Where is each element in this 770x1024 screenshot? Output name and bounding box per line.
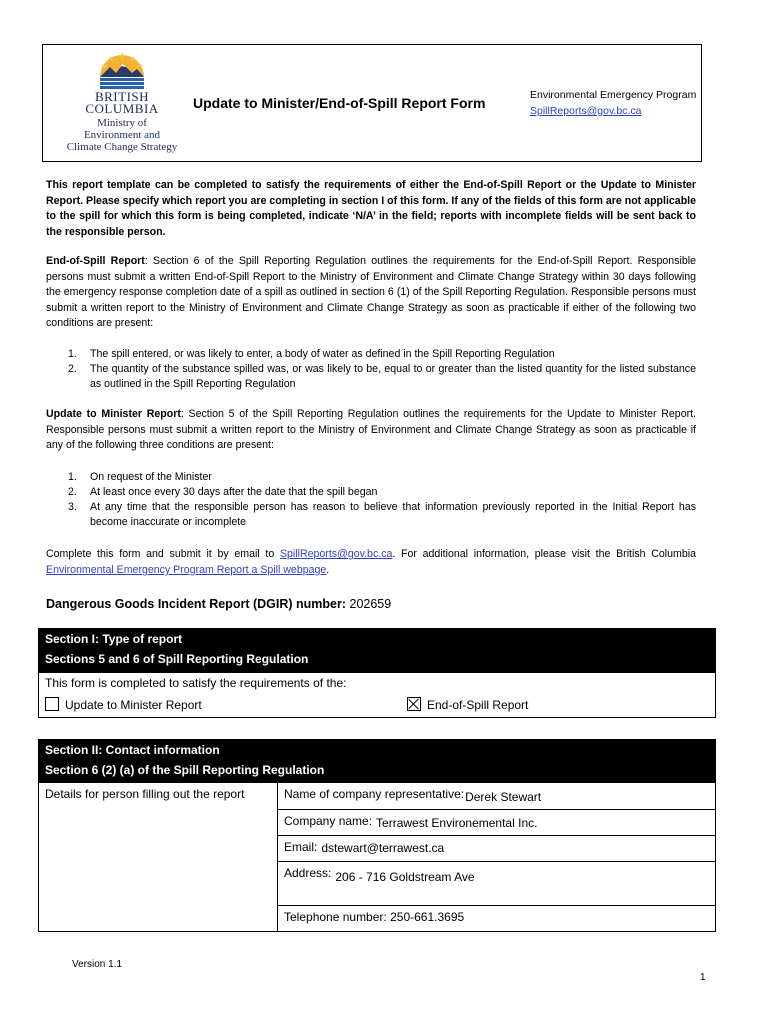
submit-prefix: Complete this form and submit it by email to: [46, 548, 280, 560]
phone-cell[interactable]: [278, 906, 716, 932]
section-2-subtitle: Section 6 (2) (a) of the Spill Reporting Regulation: [45, 763, 325, 777]
update-minister-heading: Update to Minister Report: [46, 408, 181, 420]
email-label: Email:: [284, 840, 318, 854]
list-number: 1.: [68, 471, 77, 483]
end-of-spill-checkbox[interactable]: [407, 697, 421, 711]
program-info: [530, 89, 696, 117]
end-of-spill-paragraph: [46, 254, 696, 332]
logo-ministry-2: Environment and: [83, 129, 161, 141]
end-of-spill-text: : Section 6 of the Spill Reporting Regulation outlines the requirements for the End-of-Spill Report. Responsible persons must submit a written End-of-Spill Report to the Ministry of Environment and Climate Change Strategy within 30 days following the emergency response completion date of a spill as outlined in section 6 (1) of the Spill Reporting Regulation. Responsible persons must submit a written report to the Ministry of Environment and Climate Change Strategy as soon as practicable if either of the following two conditions are present:: [46, 255, 696, 329]
list-text: The spill entered, or was likely to enter, a body of water as defined in the Spill Reporting Regulation: [90, 348, 555, 360]
end-of-spill-heading: End-of-Spill Report: [46, 255, 145, 267]
list-text: At any time that the responsible person has reason to believe that information previously reported in the Initial Report has become inaccurate or incomplete: [90, 501, 696, 528]
list-number: 3.: [68, 501, 77, 513]
section-1-title: Section I: Type of report: [45, 632, 183, 646]
logo-british: BRITISH: [94, 89, 150, 104]
section-1-body: [38, 672, 716, 718]
update-minister-checkbox[interactable]: [45, 697, 59, 711]
end-of-spill-conditions: [46, 347, 696, 392]
submit-paragraph: [46, 546, 696, 578]
update-minister-conditions: [46, 470, 696, 530]
option-end-of-spill[interactable]: [407, 697, 528, 712]
email-value[interactable]: dstewart@terrawest.ca: [321, 841, 445, 855]
list-item: [46, 362, 696, 392]
dgir-value: 202659: [349, 597, 392, 611]
company-cell[interactable]: [278, 810, 716, 836]
section-2-header: [38, 739, 716, 783]
address-cell[interactable]: [278, 862, 716, 906]
list-item: [46, 500, 696, 530]
logo-ministry-1: Ministry of: [97, 117, 147, 129]
bc-sun-mountain-logo-icon: [96, 51, 148, 91]
list-text: The quantity of the substance spilled was, or was likely to be, equal to or greater than the listed quantity for the listed substance as outlined in the Spill Reporting Regulation: [90, 363, 696, 390]
list-item: [46, 485, 696, 500]
version-label: Version 1.1: [72, 959, 123, 970]
company-label: Company name:: [284, 814, 373, 828]
list-number: 1.: [68, 348, 77, 360]
section-2-title: Section II: Contact information: [45, 743, 220, 757]
company-value[interactable]: Terrawest Environemental Inc.: [376, 816, 538, 830]
update-minister-text: : Section 5 of the Spill Reporting Regulation outlines the requirements for the Update to Minister Report. Responsible persons must submit a written report to the Ministry of Environment and Climate Change Strategy as soon as practicable if any of the following three conditions are present:: [46, 408, 697, 451]
bc-logo: [61, 51, 183, 155]
rep-cell[interactable]: [278, 783, 716, 810]
list-text: On request of the Minister: [90, 471, 212, 483]
details-label: Details for person filling out the report: [45, 787, 245, 801]
section-1-prompt: This form is completed to satisfy the requirements of the:: [45, 676, 347, 690]
page-number: 1: [700, 972, 706, 983]
dgir-number: [46, 597, 391, 611]
list-item: [46, 347, 696, 362]
list-number: 2.: [68, 486, 77, 498]
option-update-minister[interactable]: [45, 697, 202, 712]
address-label: Address:: [284, 866, 332, 880]
address-value[interactable]: 206 - 716 Goldstream Ave: [335, 870, 475, 884]
email-cell[interactable]: [278, 836, 716, 862]
submit-suffix: .: [326, 564, 330, 576]
section-1-header: [38, 628, 716, 673]
section-1-subtitle: Sections 5 and 6 of Spill Reporting Regulation: [45, 652, 309, 666]
contact-table: [38, 782, 716, 932]
update-minister-label: Update to Minister Report: [65, 698, 202, 712]
phone-value[interactable]: 250-661.3695: [390, 910, 465, 924]
submit-middle: . For additional information, please visit the British Columbia: [392, 548, 696, 560]
table-row: [39, 783, 716, 810]
program-email-link[interactable]: SpillReports@gov.bc.ca: [530, 105, 642, 117]
list-number: 2.: [68, 363, 77, 375]
end-of-spill-label: End-of-Spill Report: [427, 698, 529, 712]
rep-value[interactable]: Derek Stewart: [465, 790, 542, 804]
form-title: Update to Minister/End-of-Spill Report Form: [193, 95, 486, 111]
program-name: Environmental Emergency Program: [530, 89, 697, 101]
update-minister-paragraph: [46, 407, 696, 454]
phone-label: Telephone number:: [284, 910, 387, 924]
rep-label: Name of company representative:: [284, 787, 465, 801]
submit-email-link[interactable]: SpillReports@gov.bc.ca: [279, 548, 393, 560]
list-text: At least once every 30 days after the date that the spill began: [90, 486, 378, 498]
contact-left-cell: [39, 783, 278, 932]
logo-ministry-3: Climate Change Strategy: [66, 141, 178, 153]
report-spill-webpage-link[interactable]: Environmental Emergency Program Report a Spill webpage: [46, 564, 327, 576]
intro-paragraph: This report template can be completed to satisfy the requirements of either the End-of-Spill Report or the Update to Minister Report. Please specify which report you are completing in section I of this form. If any of the fields of this form are not applicable to the spill for which this form is being completed, indicate ‘N/A’ in the field; reports with incomplete fields will be sent back to the responsible person.: [46, 179, 696, 238]
list-item: [46, 470, 696, 485]
dgir-label: Dangerous Goods Incident Report (DGIR) number:: [46, 597, 347, 611]
logo-columbia: COLUMBIA: [85, 101, 159, 116]
header-box: [42, 44, 702, 162]
